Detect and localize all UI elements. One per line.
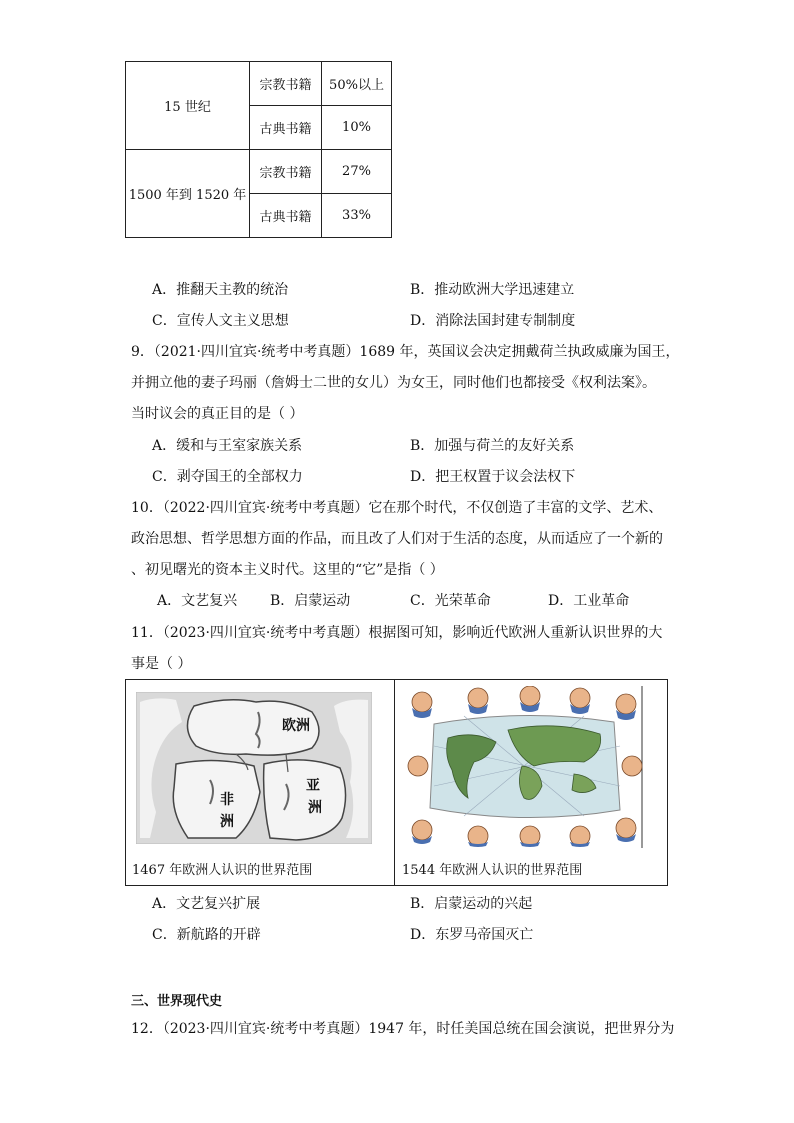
q11-stem-line: 11．（2023·四川宜宾·统考中考真题）根据图可知，影响近代欧洲人重新认识世界的大 bbox=[131, 625, 663, 641]
q8-option-a[interactable]: A．推翻天主教的统治 bbox=[152, 282, 289, 298]
section-title: 三、世界现代史 bbox=[131, 994, 223, 1009]
map-label-asia: 亚 bbox=[306, 779, 320, 794]
book-type-cell: 宗教书籍 bbox=[250, 150, 322, 194]
q8-option-c[interactable]: C．宣传人文主义思想 bbox=[152, 313, 289, 329]
map-label-africa: 洲 bbox=[220, 815, 234, 830]
map-1467-caption: 1467 年欧洲人认识的世界范围 bbox=[132, 863, 313, 878]
percentage-cell: 27% bbox=[322, 150, 392, 194]
q8-option-d[interactable]: D．消除法国封建专制制度 bbox=[410, 313, 576, 329]
q9-stem-line: 当时议会的真正目的是（ ） bbox=[131, 406, 304, 422]
q9-option-b[interactable]: B．加强与荷兰的友好关系 bbox=[410, 438, 575, 454]
map-label-africa: 非 bbox=[220, 793, 234, 808]
figure-divider bbox=[394, 680, 395, 885]
q9-stem-line: 并拥立他的妻子玛丽（詹姆士二世的女儿）为女王，同时他们也都接受《权利法案》。 bbox=[131, 375, 656, 391]
map-1467-image bbox=[136, 692, 372, 844]
q12-stem-line: 12．（2023·四川宜宾·统考中考真题）1947 年，时任美国总统在国会演说，把世界分为 bbox=[131, 1021, 675, 1037]
q11-option-a[interactable]: A．文艺复兴扩展 bbox=[152, 896, 261, 912]
q11-option-c[interactable]: C．新航路的开辟 bbox=[152, 927, 261, 943]
q9-option-d[interactable]: D．把王权置于议会法权下 bbox=[410, 469, 576, 485]
period-cell: 15 世纪 bbox=[126, 62, 250, 150]
map-label-europe: 欧洲 bbox=[282, 719, 310, 734]
q10-stem-line: 、初见曙光的资本主义时代。这里的“它”是指（ ） bbox=[131, 562, 444, 578]
q11-option-d[interactable]: D．东罗马帝国灭亡 bbox=[410, 927, 534, 943]
book-type-cell: 宗教书籍 bbox=[250, 62, 322, 106]
book-type-cell: 古典书籍 bbox=[250, 194, 322, 238]
q9-option-a[interactable]: A．缓和与王室家族关系 bbox=[152, 438, 303, 454]
period-cell: 1500 年到 1520 年 bbox=[126, 150, 250, 238]
q11-option-b[interactable]: B．启蒙运动的兴起 bbox=[410, 896, 533, 912]
map-1544-caption: 1544 年欧洲人认识的世界范围 bbox=[402, 863, 583, 878]
book-type-cell: 古典书籍 bbox=[250, 106, 322, 150]
book-statistics-table bbox=[125, 61, 392, 238]
q10-option-a[interactable]: A．文艺复兴 bbox=[157, 593, 238, 609]
q10-option-c[interactable]: C．光荣革命 bbox=[410, 593, 491, 609]
map-label-asia: 洲 bbox=[308, 801, 322, 816]
percentage-cell: 10% bbox=[322, 106, 392, 150]
q11-stem-line: 事是（ ） bbox=[131, 656, 192, 672]
q10-option-d[interactable]: D．工业革命 bbox=[548, 593, 630, 609]
percentage-cell: 50%以上 bbox=[322, 62, 392, 106]
q9-stem-line: 9．（2021·四川宜宾·统考中考真题）1689 年，英国议会决定拥戴荷兰执政威廉为国王， bbox=[131, 344, 680, 360]
map-1544-image bbox=[404, 686, 644, 848]
q10-stem-line: 政治思想、哲学思想方面的作品，而且改了人们对于生活的态度，从而适应了一个新的 bbox=[131, 531, 663, 547]
q9-option-c[interactable]: C．剥夺国王的全部权力 bbox=[152, 469, 303, 485]
q10-option-b[interactable]: B．启蒙运动 bbox=[270, 593, 351, 609]
q8-option-b[interactable]: B．推动欧洲大学迅速建立 bbox=[410, 282, 575, 298]
map-comparison-figure bbox=[125, 679, 668, 886]
percentage-cell: 33% bbox=[322, 194, 392, 238]
q10-stem-line: 10．（2022·四川宜宾·统考中考真题）它在那个时代，不仅创造了丰富的文学、艺术、 bbox=[131, 500, 663, 516]
